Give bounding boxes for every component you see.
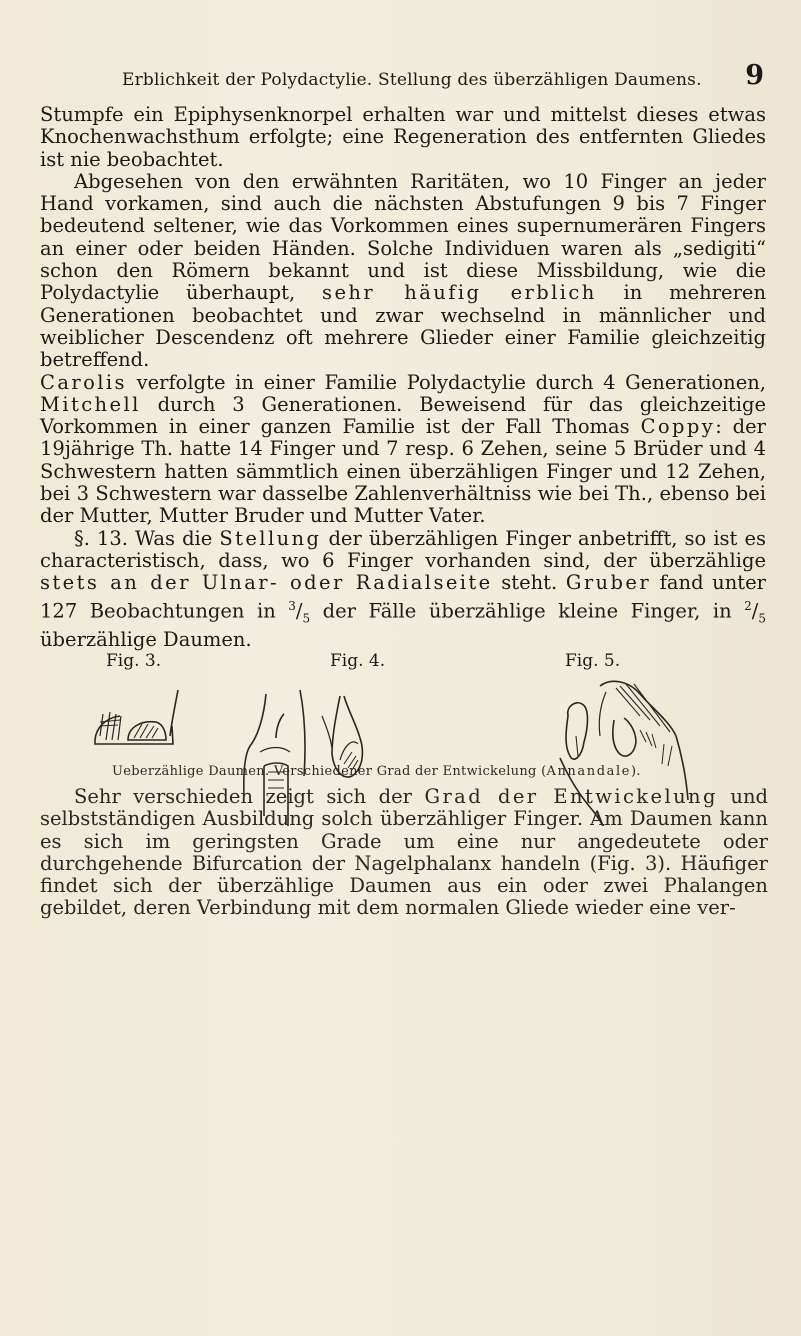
paragraph-3: §. 13. Was die Stellung der überzähligen Finger anbetrifft, so ist es characteristisch, dass, wo 6 Finger vorhanden sind, der überzählige stets an der Ulnar- oder Radialseite steht. Gruber fand unter 127 Beobachtungen in $^3/_5$ der Fälle überzählige kleine Finger, in $^2/_5$ überzählige Daumen. (40, 526, 767, 652)
paragraph-2-text-b: in mehreren Generationen beobachtet und zwar wechselnd in männlicher und weiblicher Descendenz oft mehrere Glieder einer Familie gleichzeitig betreffend. (40, 281, 767, 372)
fraction-1-denominator: 5 (302, 610, 311, 625)
running-title: Erblichkeit der Polydactylie. Stellung des überzähligen Daumens. (122, 70, 702, 90)
body-text-upper (40, 104, 766, 652)
fig-4-label: Fig. 4. (330, 651, 386, 671)
author-gruber: Gruber (565, 571, 652, 595)
emphasis-sehr-haeufig-erblich: sehr häufig erblich (322, 281, 597, 305)
paragraph-3-text-b: der überzähligen Finger anbetrifft, so ist es characteristisch, dass, wo 6 Finger vorhanden sind, der überzählige (40, 526, 766, 572)
figure-caption (112, 764, 772, 779)
figure-labels (0, 651, 801, 673)
paragraph-2-text-a: Abgesehen von den erwähnten Raritäten, wo 10 Finger an jeder Hand vorkamen, sind auch die nächsten Abstufungen 9 bis 7 Finger bedeutend seltener, wie das Vorkommen eines supernumerären Fingers an einer oder beiden Händen. Solche Individuen waren als „sedigiti“ schon den Römern bekannt und ist diese Missbildung, wie die Polydactylie überhaupt, (40, 169, 766, 305)
paragraph-4-text-b: und selbstständigen Ausbildung solch überzähliger Finger. Am Daumen kann es sich im geringsten Grade um eine nur angedeutete oder durchgehende Bifurcation der Nagelphalanx handeln (Fig. 3). Häufiger findet sich der überzählige Daumen aus ein oder zwei Phalangen gebildet, deren Verbindung mit dem normalen Gliede wieder eine ver- (40, 785, 769, 920)
figure-caption-end: ). (631, 764, 641, 779)
emphasis-ulnar-radialseite: stets an der Ulnar- oder Radialseite (40, 571, 493, 595)
paragraph-3-text-d: fand unter 127 Beobachtungen in (40, 571, 766, 623)
author-mitchell: Mitchell (40, 392, 141, 416)
paragraph-4-text-a: Sehr verschieden zeigt sich der (74, 785, 412, 808)
fraction-2-numerator: 2 (744, 598, 752, 613)
paragraph-1-text: Stumpfe ein Epiphysenknorpel erhalten war und mittelst dieses etwas Knochenwachsthum erfolgte; eine Regeneration des entfernten Gliedes ist nie beobachtet. (40, 103, 766, 171)
paragraph-2-text-c: verfolgte in einer Familie Polydactylie durch 4 Generationen, (136, 370, 767, 394)
fraction-2-denominator: 5 (758, 610, 767, 625)
paragraph-3-text-c: steht. (501, 571, 558, 595)
paragraph-3-text-f: überzählige Daumen. (40, 628, 252, 652)
page-header (40, 58, 770, 94)
emphasis-stellung: Stellung (219, 526, 322, 550)
body-text-lower (40, 786, 768, 920)
emphasis-grad-der-entwickelung: Grad der Entwickelung (424, 785, 718, 808)
fig-5-label: Fig. 5. (565, 651, 621, 671)
paragraph-4 (40, 786, 768, 920)
paragraph-3-text-a: §. 13. Was die (74, 526, 213, 550)
figure-caption-author: Annandale (546, 764, 632, 779)
paragraph-3-text-e: der Fälle überzählige kleine Finger, in (322, 599, 732, 623)
fraction-1-numerator: 3 (288, 598, 296, 613)
figure-caption-text: Ueberzählige Daumen. Verschiedener Grad der Entwickelung ( (112, 764, 547, 779)
page-number: 9 (745, 60, 764, 91)
name-coppy: Coppy (640, 415, 716, 439)
paragraph-2-text-e: : der 19jährige Th. hatte 14 Finger und 7 resp. 6 Zehen, seine 5 Brüder und 4 Schwestern hatten sämmtlich einen überzähligen Finger und 12 Zehen, bei 3 Schwestern war dasselbe Zahlenverhältniss wie bei Th., ebenso bei der Mutter, Mutter Bruder und Mutter Vater. (40, 415, 766, 528)
paragraph-2-text-d: durch 3 Generationen. Beweisend für das gleichzeitige Vorkommen in einer ganzen Familie ist der Fall Thomas (40, 392, 766, 439)
paragraph-2 (40, 171, 766, 528)
fig-3-illustration (95, 690, 178, 744)
author-carolis: Carolis (40, 370, 127, 394)
paragraph-1 (40, 104, 766, 171)
fig-3-label: Fig. 3. (106, 651, 162, 671)
